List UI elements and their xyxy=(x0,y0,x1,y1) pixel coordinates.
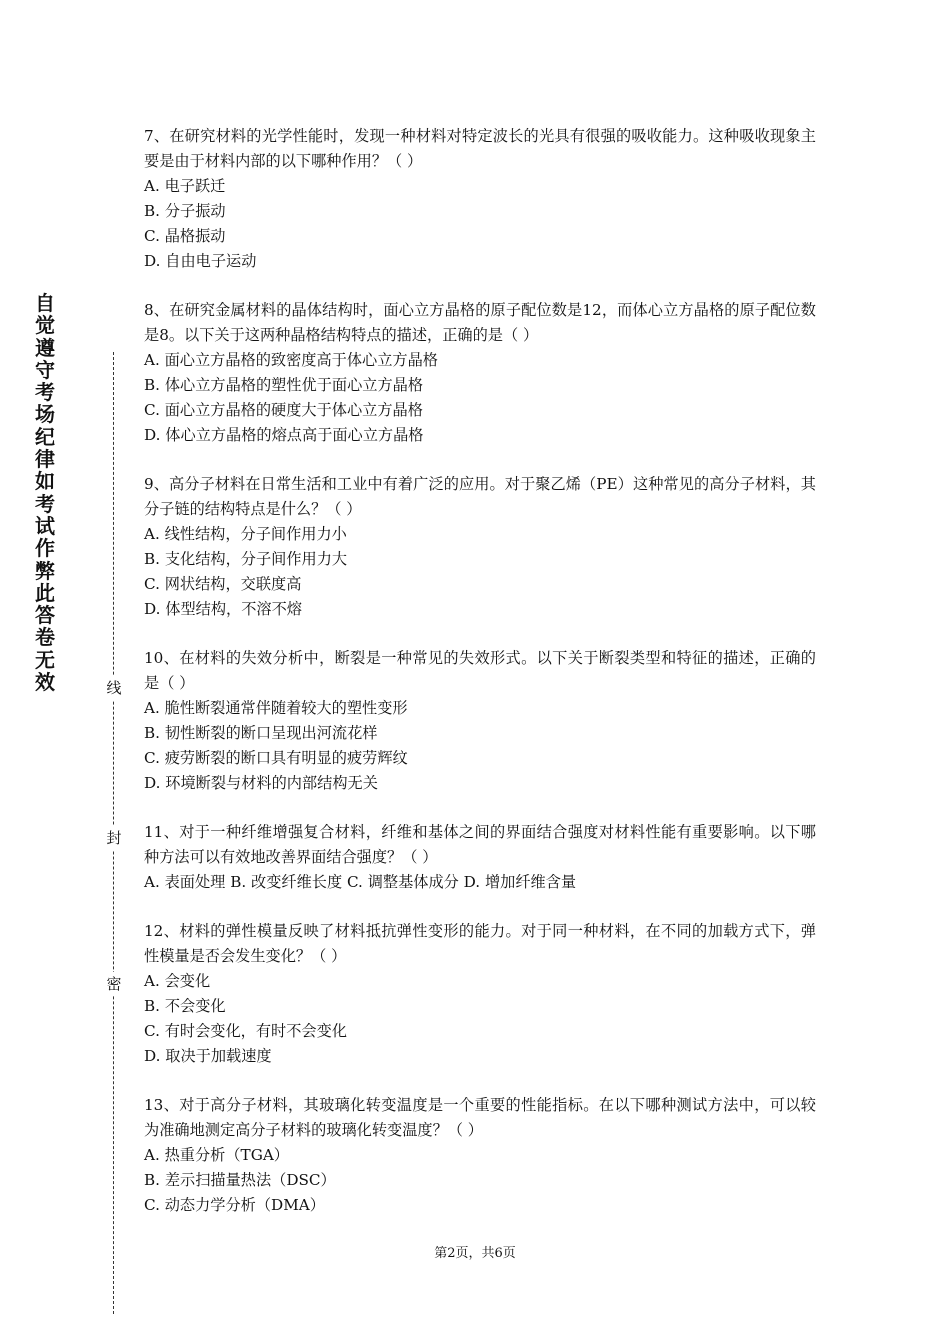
option-c: C. 疲劳断裂的断口具有明显的疲劳辉纹 xyxy=(144,749,408,767)
option-d: D. 体型结构，不溶不熔 xyxy=(144,600,302,618)
option-b: B. 不会变化 xyxy=(144,997,226,1015)
question-text: 10、在材料的失效分析中，断裂是一种常见的失效形式。以下关于断裂类型和特征的描述，正确的是（ ） xyxy=(144,649,816,692)
option-d: D. 取决于加载速度 xyxy=(144,1047,272,1065)
notice-char: 律 xyxy=(35,447,55,472)
question-10 xyxy=(144,646,816,796)
question-list xyxy=(144,124,816,1242)
notice-char: 考 xyxy=(35,380,55,405)
option-b: B. 韧性断裂的断口呈现出河流花样 xyxy=(144,724,378,742)
notice-char: 弊 xyxy=(35,558,55,583)
option-d: D. 自由电子运动 xyxy=(144,252,257,270)
option-c: C. 动态力学分析（DMA） xyxy=(144,1196,325,1214)
integrity-notice xyxy=(28,292,62,693)
option-a: A. 电子跃迁 xyxy=(144,177,226,195)
option-b: B. 差示扫描量热法（DSC） xyxy=(144,1171,336,1189)
notice-char: 如 xyxy=(35,469,55,494)
question-text: 7、在研究材料的光学性能时，发现一种材料对特定波长的光具有很强的吸收能力。这种吸收现象主要是由于材料内部的以下哪种作用？（ ） xyxy=(144,127,816,170)
question-text: 13、对于高分子材料，其玻璃化转变温度是一个重要的性能指标。在以下哪种测试方法中，可以较为准确地测定高分子材料的玻璃化转变温度？（ ） xyxy=(144,1096,816,1139)
notice-char: 纪 xyxy=(35,424,55,449)
notice-char: 答 xyxy=(35,603,55,628)
notice-char: 试 xyxy=(35,513,55,538)
option-b: B. 支化结构，分子间作用力大 xyxy=(144,550,348,568)
notice-char: 场 xyxy=(35,402,55,427)
option-a: A. 会变化 xyxy=(144,972,211,990)
question-7 xyxy=(144,124,816,274)
option-a: A. 面心立方晶格的致密度高于体心立方晶格 xyxy=(144,351,438,369)
notice-char: 守 xyxy=(35,357,55,382)
notice-char: 效 xyxy=(35,670,55,695)
notice-char: 自 xyxy=(35,291,55,315)
notice-char: 觉 xyxy=(35,313,55,338)
notice-char: 此 xyxy=(35,580,55,605)
option-c: C. 网状结构，交联度高 xyxy=(144,575,302,593)
option-d: D. 环境断裂与材料的内部结构无关 xyxy=(144,774,378,792)
notice-char: 考 xyxy=(35,491,55,516)
option-a: A. 脆性断裂通常伴随着较大的塑性变形 xyxy=(144,699,408,717)
notice-char: 作 xyxy=(35,536,55,561)
page-number: 第2页，共6页 xyxy=(434,1246,516,1261)
question-11 xyxy=(144,820,816,895)
option-c: C. 面心立方晶格的硬度大于体心立方晶格 xyxy=(144,401,423,419)
options-inline: A. 表面处理 B. 改变纤维长度 C. 调整基体成分 D. 增加纤维含量 xyxy=(144,873,577,891)
question-12 xyxy=(144,919,816,1069)
option-d: D. 体心立方晶格的熔点高于面心立方晶格 xyxy=(144,426,424,444)
question-9 xyxy=(144,472,816,622)
option-c: C. 有时会变化，有时不会变化 xyxy=(144,1022,347,1040)
question-text: 9、高分子材料在日常生活和工业中有着广泛的应用。对于聚乙烯（PE）这种常见的高分子材料，其分子链的结构特点是什么？（ ） xyxy=(144,475,816,518)
binding-label-secret: 密 xyxy=(104,972,124,996)
notice-char: 无 xyxy=(35,647,55,672)
option-b: B. 体心立方晶格的塑性优于面心立方晶格 xyxy=(144,376,424,394)
option-b: B. 分子振动 xyxy=(144,202,226,220)
option-c: C. 晶格振动 xyxy=(144,227,226,245)
question-8 xyxy=(144,298,816,448)
question-text: 11、对于一种纤维增强复合材料，纤维和基体之间的界面结合强度对材料性能有重要影响。以下哪种方法可以有效地改善界面结合强度？（ ） xyxy=(144,823,816,866)
binding-label-seal: 封 xyxy=(104,826,124,850)
option-a: A. 热重分析（TGA） xyxy=(144,1146,289,1164)
question-text: 12、材料的弹性模量反映了材料抵抗弹性变形的能力。对于同一种材料，在不同的加载方式下，弹性模量是否会发生变化？（ ） xyxy=(144,922,816,965)
binding-label-line: 线 xyxy=(104,676,124,700)
notice-char: 卷 xyxy=(35,625,55,650)
question-13 xyxy=(144,1093,816,1218)
question-text: 8、在研究金属材料的晶体结构时，面心立方晶格的原子配位数是12，而体心立方晶格的原子配位数是8。以下关于这两种晶格结构特点的描述，正确的是（ ） xyxy=(144,301,816,344)
notice-char: 遵 xyxy=(35,335,55,360)
option-a: A. 线性结构，分子间作用力小 xyxy=(144,525,347,543)
